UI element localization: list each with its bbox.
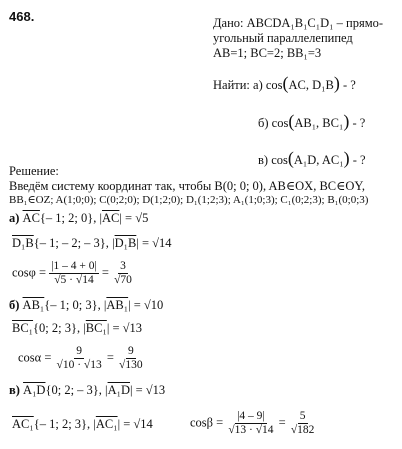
part-a-v2-name: D₁B xyxy=(12,236,34,250)
part-a-cos-formula: cosφ = $\frac{|1 - 4 + 0|}{√5 \cdot √14}$ = $\frac{3}{√70}$ xyxy=(12,260,132,287)
part-a-v1-name: $\overline{AC}$ xyxy=(22,211,40,225)
find-c-tail: - ? xyxy=(352,153,366,167)
part-a-vector-1: а) $\overline{AC}\{-$ 1; 2; 0}, $|\overline{AC}| = √5$ xyxy=(9,211,149,225)
part-c-v1-coords: {0; 2; – 3}, xyxy=(45,383,106,397)
find-c: в) cos(A₁D, AC₁) - ? xyxy=(258,148,366,168)
part-c-frac-2: $\frac{5}{√182}$ xyxy=(290,410,315,437)
part-b-v2-coords: {0; 2; 3}, xyxy=(33,321,84,335)
part-a-v1-abs-name: $\overline{AC}$ xyxy=(102,211,120,225)
part-b-cos-formula: cosα = $\frac{9}{√10 \cdot √13}$ = $\frac{9}{√130}$ xyxy=(18,345,143,372)
part-c-v2-len: = √14 xyxy=(123,417,153,431)
part-c-vector-1: в) A₁D{0; 2; – 3}, |A₁D| = √13 xyxy=(9,383,166,397)
find-c-label: в) xyxy=(258,153,269,167)
part-b-v1-abs-name: AB₁ xyxy=(106,298,129,312)
find-a: Найти: а) cos(AC, D₁B) - ? xyxy=(213,73,356,93)
problem-number: 468. xyxy=(9,9,35,24)
part-c-v1-name: A₁D xyxy=(23,383,46,397)
part-a-label: а) xyxy=(9,211,20,225)
find-b: б) cos(AB₁, BC₁) - ? xyxy=(258,111,366,131)
part-a-v2-len: = √14 xyxy=(141,236,172,250)
part-b-v1-coords: {– 1; 0; 3}, xyxy=(44,298,104,312)
part-c-v1-len: = √13 xyxy=(135,383,166,397)
part-c-cos-label: cosβ = xyxy=(190,415,224,430)
part-b-frac-1: $\frac{9}{√10 \cdot √13}$ xyxy=(56,345,102,372)
part-a-v1-len: = √5 xyxy=(125,211,149,225)
part-c-vector-2: AC₁{– 1; 2; 3}, |AC₁| = √14 xyxy=(12,417,153,431)
part-b-v2-abs-name: BC₁ xyxy=(85,321,107,335)
find-label: Найти: а) xyxy=(213,78,263,92)
solution-heading: Решение: xyxy=(9,164,59,178)
part-b-frac-2: $\frac{9}{√130}$ xyxy=(119,345,143,372)
part-c-frac-1: $\frac{|4 - 9|}{√13 \cdot √14}$ xyxy=(228,410,274,437)
part-c-cos-formula: cosβ = $\frac{|4 - 9|}{√13 \cdot √14}$ = $\frac{5}{√182}$ xyxy=(190,410,315,437)
part-a-vector-2: D₁B{– 1; – 2; – 3}, |D₁B| = √14 xyxy=(12,236,172,250)
part-c-v2-coords: {– 1; 2; 3}, xyxy=(33,417,94,431)
part-b-v2-name: BC₁ xyxy=(12,321,34,335)
part-a-frac-2: $\frac{3}{√70}$ xyxy=(114,260,132,287)
part-a-v2-coords: {– 1; – 2; – 3}, xyxy=(33,236,113,250)
part-c-v2-abs-name: AC₁ xyxy=(95,417,118,431)
find-a-tail: - ? xyxy=(343,78,356,92)
find-c-args: A₁D, AC₁ xyxy=(293,153,344,167)
part-b-label: б) xyxy=(9,298,20,312)
find-a-args: AC, D₁B xyxy=(288,78,334,92)
given-line-1: Дано: ABCDA₁B₁C₁D₁ – прямо- xyxy=(213,16,384,30)
given-line-3: AB=1; BC=2; BB₁=3 xyxy=(213,46,322,60)
part-b-vector-1: б) AB₁{– 1; 0; 3}, |AB₁| = √10 xyxy=(9,298,164,312)
part-a-v1-coords: {– 1; 2; 0}, xyxy=(39,211,100,225)
part-c-label: в) xyxy=(9,383,20,397)
part-c-v2-name: AC₁ xyxy=(12,417,34,431)
part-b-v1-name: AB₁ xyxy=(22,298,45,312)
find-b-label: б) xyxy=(258,116,269,130)
part-a-frac-1: $\frac{|1 - 4 + 0|}{√5 \cdot √14}$ xyxy=(51,260,97,287)
find-b-tail: - ? xyxy=(352,116,366,130)
part-a-cos-label: cosφ = xyxy=(12,265,47,280)
part-c-v1-abs-name: A₁D xyxy=(107,383,130,397)
part-b-v2-len: = √13 xyxy=(112,321,142,335)
part-b-v1-len: = √10 xyxy=(133,298,164,312)
find-b-args: AB₁, BC₁ xyxy=(294,116,344,130)
given-line-2: угольный параллелепипед xyxy=(213,31,353,45)
solution-intro-1: Введём систему координат так, чтобы B(0; 0; 0), AB∈OX, BC∈OY, xyxy=(9,179,365,193)
find-a-cos: cos xyxy=(265,78,283,92)
find-c-cos: cos xyxy=(271,153,288,167)
find-b-cos: cos xyxy=(271,116,289,130)
solution-intro-2: BB₁∈OZ; A(1;0;0); C(0;2;0); D(1;2;0); D₁(1;2;3); A₁(1;0;3); C₁(0;2;3); B₁(0;0;3) xyxy=(9,194,369,206)
part-b-vector-2: BC₁{0; 2; 3}, |BC₁| = √13 xyxy=(12,321,142,335)
part-b-cos-label: cosα = xyxy=(18,350,52,365)
part-a-v2-abs-name: D₁B xyxy=(114,236,137,250)
